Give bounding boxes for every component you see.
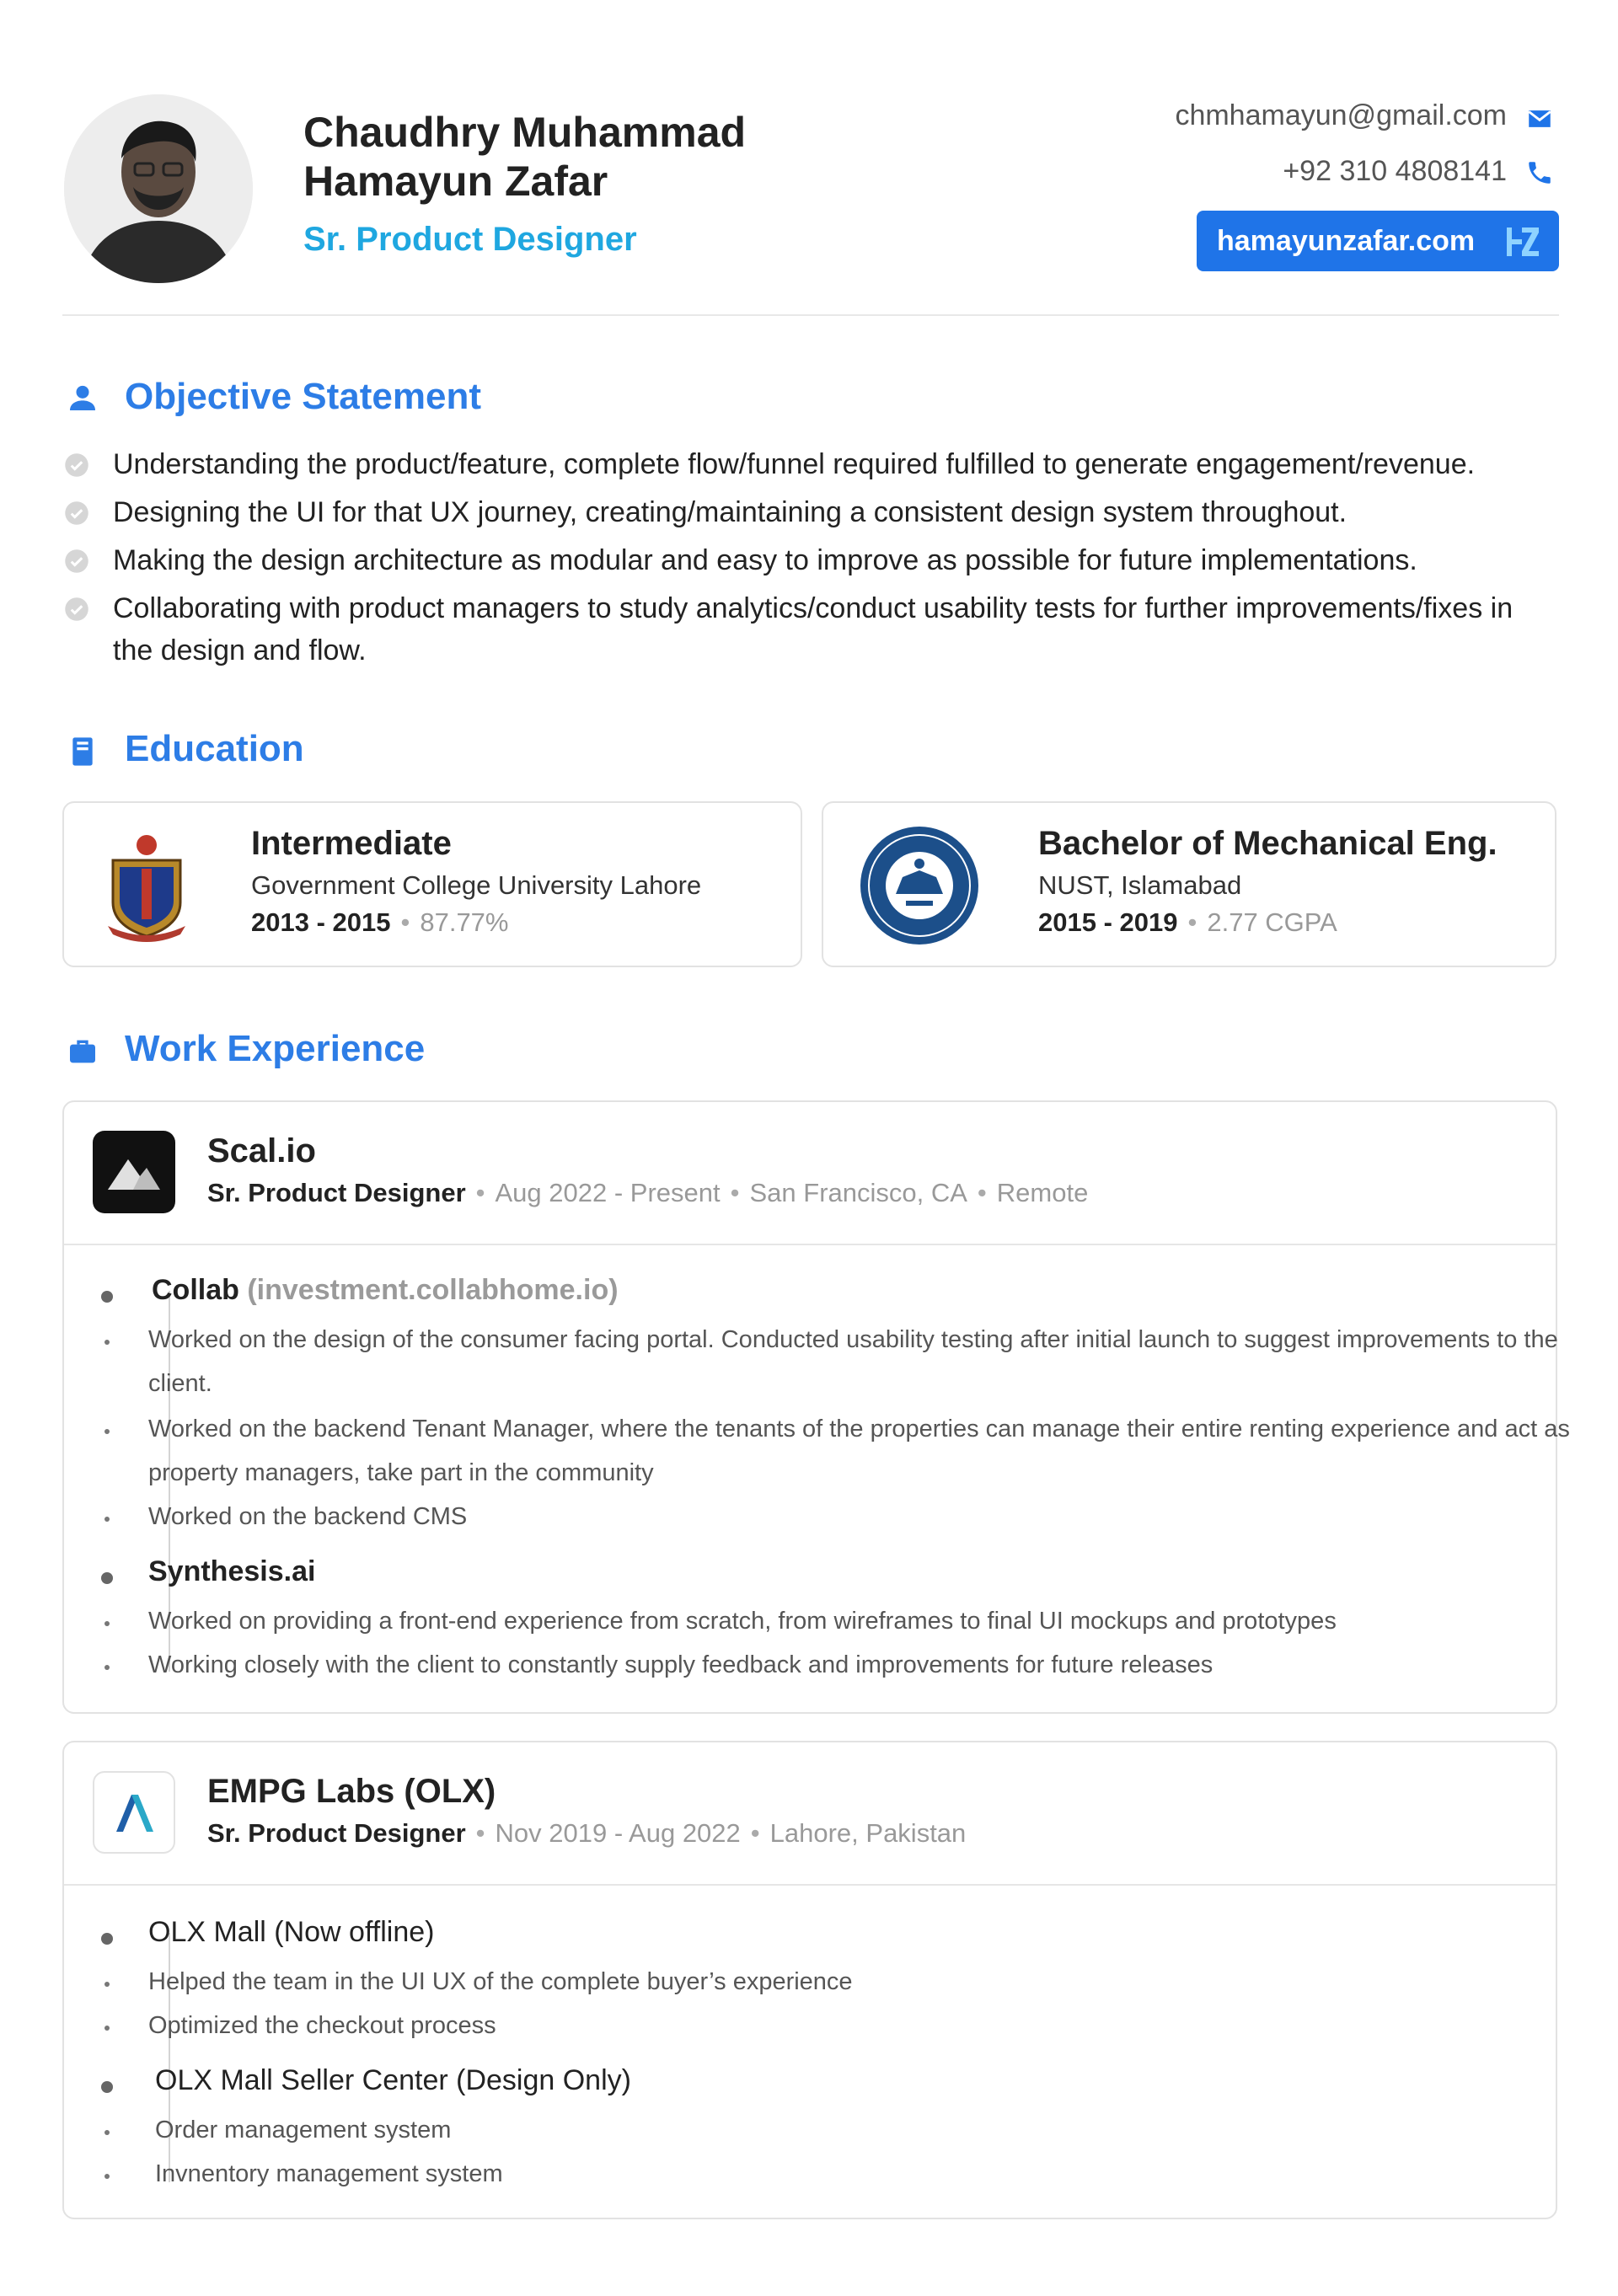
project-point: Working closely with the client to constantly supply feedback and improvements for future releases — [148, 1651, 1214, 1678]
name-line-2: Hamayun Zafar — [303, 158, 608, 205]
website-button[interactable] — [1197, 211, 1559, 271]
book-icon — [66, 735, 99, 768]
company-name: EMPG Labs (OLX) — [207, 1773, 496, 1810]
phone-text[interactable]: +92 310 4808141 — [1283, 155, 1507, 187]
project-link[interactable]: (investment.collabhome.io) — [247, 1274, 619, 1306]
objective-list — [64, 443, 1547, 677]
company-name: Scal.io — [207, 1132, 316, 1169]
job-mode: Remote — [996, 1178, 1089, 1207]
check-circle-icon — [64, 597, 89, 622]
website-label: hamayunzafar.com — [1217, 224, 1476, 257]
email-text[interactable]: chmhamayun@gmail.com — [1175, 99, 1507, 131]
point-bullet — [104, 2174, 110, 2179]
work-title: Work Experience — [125, 1028, 426, 1069]
job-location: Lahore, Pakistan — [769, 1818, 967, 1848]
objective-item — [64, 539, 1547, 581]
point-bullet — [104, 2026, 110, 2031]
empg-logo — [93, 1771, 175, 1854]
point-bullet — [104, 2130, 110, 2135]
header-divider — [62, 314, 1559, 316]
project-bullet — [101, 1572, 113, 1584]
empg-a-icon — [94, 1773, 174, 1852]
check-circle-icon — [64, 500, 89, 526]
education-years: 2013 - 2015 — [251, 907, 391, 937]
project-bullet — [101, 1291, 113, 1303]
mail-icon[interactable] — [1525, 104, 1554, 133]
project-point: Optimized the checkout process — [148, 2012, 496, 2039]
objective-text: Understanding the product/feature, complete flow/funnel required fulfilled to generate engagement/revenue. — [113, 448, 1476, 480]
job-card-scalio — [62, 1100, 1570, 1714]
check-circle-icon — [64, 549, 89, 574]
objective-text: Collaborating with product managers to study analytics/conduct usability tests for further improvements/fixes in the design and flow. — [113, 592, 1514, 666]
degree-title: Intermediate — [251, 825, 452, 862]
project-title — [152, 1274, 619, 1307]
point-bullet — [104, 1621, 110, 1626]
project-point: Order management system — [155, 2117, 452, 2143]
objective-item — [64, 587, 1547, 672]
card-divider — [64, 1884, 1556, 1886]
objective-text: Making the design architecture as modular and easy to improve as possible for future implementations. — [113, 544, 1417, 576]
project-title — [148, 1555, 315, 1588]
mountain-icon — [93, 1131, 175, 1213]
point-bullet — [104, 1665, 110, 1670]
job-dates: Aug 2022 - Present — [495, 1178, 721, 1207]
education-grade: 87.77% — [420, 907, 509, 937]
job-location: San Francisco, CA — [749, 1178, 967, 1207]
full-name — [303, 108, 843, 206]
scalio-logo — [93, 1131, 175, 1213]
project-point: Worked on the backend CMS — [148, 1503, 468, 1530]
check-circle-icon — [64, 452, 89, 478]
point-bullet — [104, 1982, 110, 1987]
hz-logo-icon — [1505, 224, 1540, 260]
education-years: 2015 - 2019 — [1038, 907, 1178, 937]
project-bullet — [101, 1933, 113, 1945]
phone-icon[interactable] — [1525, 158, 1554, 187]
education-meta: 2015 - 2019 • 2.77 CGPA — [1038, 907, 1337, 937]
point-bullet — [104, 1517, 110, 1522]
point-bullet — [104, 1340, 110, 1345]
avatar — [64, 94, 253, 283]
school-name: Government College University Lahore — [251, 870, 702, 900]
nust-seal-logo — [859, 825, 980, 946]
education-meta: 2013 - 2015 • 87.77% — [251, 907, 509, 937]
job-role: Sr. Product Designer — [207, 1818, 466, 1848]
project-point: Worked on the backend Tenant Manager, where the tenants of the properties can manage their entire renting experience and act as property managers, take part in the community — [148, 1416, 1570, 1486]
job-card-empg — [62, 1741, 1557, 2219]
project-name: Collab — [152, 1274, 239, 1306]
job-role: Sr. Product Designer — [207, 1178, 466, 1207]
project-name: OLX Mall Seller Center (Design Only) — [155, 2064, 631, 2096]
project-point: Invnentory management system — [155, 2160, 503, 2187]
name-line-1: Chaudhry Muhammad — [303, 109, 747, 156]
briefcase-icon — [66, 1035, 99, 1068]
job-meta: Sr. Product Designer • Aug 2022 - Present • San Francisco, CA • Remote — [207, 1178, 1089, 1207]
objective-text: Designing the UI for that UX journey, creating/maintaining a consistent design system throughout. — [113, 496, 1347, 528]
card-divider — [64, 1244, 1556, 1245]
project-point: Worked on providing a front-end experience from scratch, from wireframes to final UI mockups and prototypes — [148, 1608, 1337, 1635]
objective-title: Objective Statement — [125, 376, 482, 417]
job-meta: Sr. Product Designer • Nov 2019 - Aug 2022 • Lahore, Pakistan — [207, 1818, 967, 1848]
project-name: OLX Mall (Now offline) — [148, 1916, 435, 1948]
job-title: Sr. Product Designer — [303, 221, 637, 258]
education-card — [822, 801, 1556, 967]
objective-item — [64, 443, 1547, 485]
education-title: Education — [125, 728, 304, 769]
gcu-crest-logo — [96, 827, 197, 945]
user-icon — [66, 381, 99, 415]
degree-title: Bachelor of Mechanical Eng. — [1038, 825, 1497, 862]
project-bullet — [101, 2081, 113, 2093]
job-dates: Nov 2019 - Aug 2022 — [495, 1818, 741, 1848]
education-card — [62, 801, 802, 967]
project-name: Synthesis.ai — [148, 1555, 316, 1587]
education-grade: 2.77 CGPA — [1207, 907, 1337, 937]
school-name: NUST, Islamabad — [1038, 870, 1242, 900]
project-point: Worked on the design of the consumer facing portal. Conducted usability testing after initial launch to suggest improvements to the client. — [148, 1326, 1558, 1397]
objective-item — [64, 491, 1547, 533]
point-bullet — [104, 1429, 110, 1434]
project-point: Helped the team in the UI UX of the complete buyer’s experience — [148, 1968, 853, 1995]
